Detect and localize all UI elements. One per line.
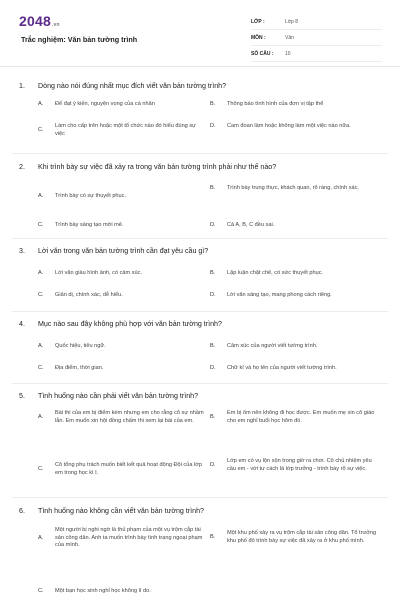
option-letter: B. xyxy=(210,343,216,349)
q3-option-d[interactable] xyxy=(210,292,377,300)
option-letter: D. xyxy=(210,222,216,228)
logo-text: 2048 xyxy=(19,13,51,29)
text-label: Lập luận chặt chẽ, có sức thuyết phục. xyxy=(227,270,324,276)
meta-label: SỐ CÂU : xyxy=(251,51,274,57)
text-label: Giản dị, chính xác, dễ hiểu. xyxy=(55,292,123,298)
text-label: Cảm xúc của người viết tường trình. xyxy=(227,343,318,349)
text-label: Một bạn học sinh nghỉ học không lí do. xyxy=(55,588,151,594)
divider xyxy=(12,497,388,498)
q5-option-a[interactable] xyxy=(38,410,205,425)
option-letter: D. xyxy=(210,123,216,129)
q1-option-d[interactable] xyxy=(210,123,377,131)
q5-option-d[interactable] xyxy=(210,458,377,473)
option-letter: D. xyxy=(210,365,216,371)
text-label: Trình bày sáng tạo mới mẻ. xyxy=(55,222,124,228)
option-letter: B. xyxy=(210,533,216,540)
text-label: Em bị ốm nên không đi học được. Em muốn mẹ xin cô giáo cho em nghỉ buổi học hôm đó. xyxy=(227,410,375,424)
q4-option-d[interactable] xyxy=(210,365,377,373)
option-letter: A. xyxy=(38,534,44,541)
option-letter: B. xyxy=(210,270,216,276)
divider xyxy=(12,383,388,384)
q4-option-c[interactable] xyxy=(38,365,205,373)
q2-option-c[interactable] xyxy=(38,222,205,230)
q4-option-b[interactable] xyxy=(210,343,377,351)
question-number: 5. xyxy=(19,392,25,400)
text-label: Mục nào sau đây không phù hợp với văn bản tường trình? xyxy=(38,320,222,328)
q1-option-c[interactable] xyxy=(38,123,205,138)
option-letter: C. xyxy=(38,292,44,298)
option-letter: B. xyxy=(210,413,216,420)
question-4-title xyxy=(19,320,222,328)
q2-option-d[interactable] xyxy=(210,222,377,230)
question-1-title xyxy=(19,82,226,90)
text-label: Lời văn trong văn bản tường trình cần đạt yêu cầu gì? xyxy=(38,247,209,255)
q3-option-b[interactable] xyxy=(210,270,377,278)
text-label: Tình huống nào không cần viết văn bản tường trình? xyxy=(38,507,204,515)
q2-option-b[interactable] xyxy=(210,185,377,193)
question-number: 2. xyxy=(19,163,25,171)
question-number: 1. xyxy=(19,82,25,90)
text-label: Quốc hiệu, tiêu ngữ. xyxy=(55,343,106,349)
page-header xyxy=(0,0,400,67)
question-6-title xyxy=(19,507,204,515)
page-title: Trắc nghiệm: Văn bản tường trình xyxy=(21,35,138,44)
q5-option-c[interactable] xyxy=(38,462,205,477)
option-letter: C. xyxy=(38,465,44,472)
q6-option-b[interactable] xyxy=(210,530,377,545)
text-label: Thông báo tình hình của đơn vị tập thể xyxy=(227,101,324,107)
meta-label: LỚP : xyxy=(251,19,265,25)
text-label: Trình bày trung thực, khách quan, rõ ràng, chính xác. xyxy=(227,185,359,191)
q4-option-a[interactable] xyxy=(38,343,205,351)
q2-option-a[interactable] xyxy=(38,193,205,201)
meta-class-row xyxy=(251,15,382,30)
question-number: 4. xyxy=(19,320,25,328)
text-label: Bài thi của em bị điểm kém nhưng em cho rằng cô sự nhầm lẫn. Em muốn xin hội đồng chấm thi xem lại bài của em. xyxy=(55,410,204,424)
option-letter: D. xyxy=(210,461,216,468)
text-label: Làm cho cấp trên hoặc một tổ chức nào đó hiểu đúng sự việc xyxy=(55,123,196,137)
q1-option-a[interactable] xyxy=(38,101,205,109)
text-label: Trình bày có sự thuyết phục. xyxy=(55,193,127,199)
option-letter: C. xyxy=(38,222,44,228)
text-label: Một khu phố xảy ra vụ trộm cắp tài sản công dân. Tổ trưởng khu phố đó trình bày sự việc đã xảy ra ở khu phố mình. xyxy=(227,530,377,544)
question-2-title xyxy=(19,163,276,171)
meta-subject-row xyxy=(251,31,382,46)
option-letter: C. xyxy=(38,126,44,133)
option-letter: A. xyxy=(38,343,44,349)
q3-option-a[interactable] xyxy=(38,270,205,278)
text-label: Dòng nào nói đúng nhất mục đích viết văn bản tường trình? xyxy=(38,82,227,90)
text-label: Lời văn giàu hình ảnh, có cảm xúc. xyxy=(55,270,143,276)
quiz-meta xyxy=(251,15,382,63)
meta-value: Văn xyxy=(285,35,294,41)
option-letter: A. xyxy=(38,413,44,420)
text-label: Một người bị nghi ngờ là thủ phạm của một vụ trộm cắp tài sản công dân. Anh ta muốn trình bày tình trạng ngoại phạm của mình. xyxy=(55,527,203,549)
q1-option-b[interactable] xyxy=(210,101,377,109)
option-letter: C. xyxy=(38,365,44,371)
text-label: Chữ kí và họ tên của người viết tường trình. xyxy=(227,365,337,371)
question-3-title xyxy=(19,247,208,255)
q3-option-c[interactable] xyxy=(38,292,205,300)
question-number: 6. xyxy=(19,507,25,515)
meta-value: 10 xyxy=(285,51,291,57)
text-label: Cô tổng phụ trách muốn biết kết quả hoạt động Đội của lớp em trong học kì I. xyxy=(55,462,203,476)
text-label: Địa điểm, thời gian. xyxy=(55,365,104,371)
divider xyxy=(12,153,388,154)
meta-value: Lớp 8 xyxy=(285,19,299,25)
text-label: Cả A, B, C đều sai. xyxy=(227,222,275,228)
divider xyxy=(12,311,388,312)
meta-label: MÔN : xyxy=(251,35,266,41)
text-label: Lớp em có vụ lộn xộn trong giờ ra chơi. Cô chủ nhiệm yêu cầu em - với tư cách là lớp trưởng - trình bày rõ sự việc. xyxy=(227,458,372,472)
logo-domain: .vn xyxy=(51,22,60,28)
option-letter: B. xyxy=(210,185,216,191)
text-label: Tình huống nào cần phải viết văn bản tường trình? xyxy=(38,392,199,400)
question-5-title xyxy=(19,392,198,400)
divider xyxy=(12,238,388,239)
text-label: Khi trình bày sự việc đã xảy ra trong văn bản tường trình phải như thế nào? xyxy=(38,163,277,171)
q6-option-a[interactable] xyxy=(38,527,205,550)
option-letter: B. xyxy=(210,101,216,107)
question-number: 3. xyxy=(19,247,25,255)
site-logo[interactable] xyxy=(19,13,60,29)
meta-count-row xyxy=(251,47,382,62)
option-letter: D. xyxy=(210,292,216,298)
text-label: Lời văn sáng tạo, mang phong cách riêng. xyxy=(227,292,332,298)
q5-option-b[interactable] xyxy=(210,410,377,425)
q6-option-c[interactable] xyxy=(38,588,205,596)
option-letter: A. xyxy=(38,193,44,199)
option-letter: A. xyxy=(38,101,44,107)
option-letter: A. xyxy=(38,270,44,276)
text-label: Cam đoan làm hoặc không làm một việc nào nữa. xyxy=(227,123,351,129)
text-label: Để đạt ý kiến, nguyện vọng của cá nhân xyxy=(55,101,155,107)
option-letter: C. xyxy=(38,588,44,594)
